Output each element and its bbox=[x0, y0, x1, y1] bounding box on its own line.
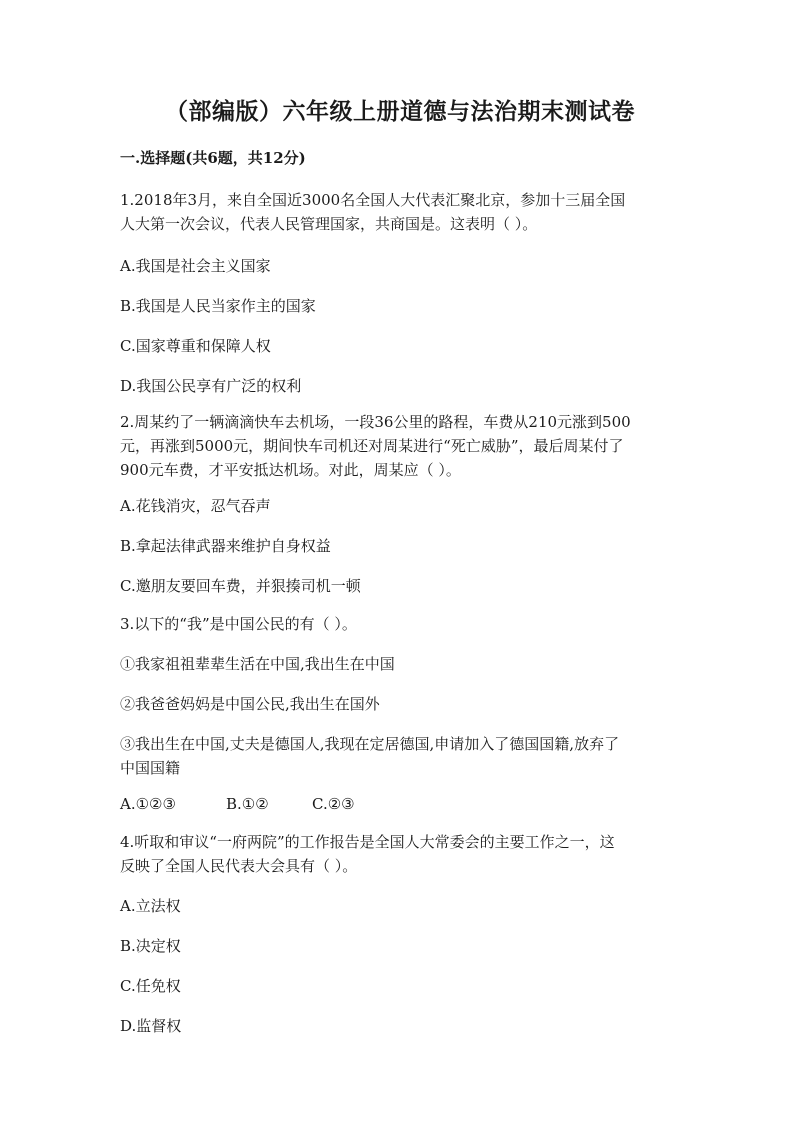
question-1-option-b: B.我国是人民当家作主的国家 bbox=[120, 297, 316, 315]
question-3-statement-2: ②我爸爸妈妈是中国公民,我出生在国外 bbox=[120, 695, 380, 713]
question-1-option-c: C.国家尊重和保障人权 bbox=[120, 337, 271, 355]
question-3-options-row bbox=[120, 792, 355, 816]
question-2-stem-line-1: 2.周某约了一辆滴滴快车去机场，一段36公里的路程，车费从210元涨到500 bbox=[120, 413, 631, 431]
question-4-stem-line-2: 反映了全国人民代表大会具有（ ）。 bbox=[120, 857, 358, 875]
question-4-option-c: C.任免权 bbox=[120, 977, 181, 995]
question-1-option-d: D.我国公民享有广泛的权利 bbox=[120, 377, 302, 395]
question-1-stem-line-2: 人大第一次会议，代表人民管理国家，共商国是。这表明（ ）。 bbox=[120, 215, 538, 233]
question-1-option-a: A.我国是社会主义国家 bbox=[120, 257, 271, 275]
question-1-stem-line-1: 1.2018年3月，来自全国近3000名全国人大代表汇聚北京，参加十三届全国 bbox=[120, 191, 626, 209]
page-title: （部编版）六年级上册道德与法治期末测试卷 bbox=[165, 98, 635, 125]
question-4-option-a: A.立法权 bbox=[120, 897, 181, 915]
question-3-statement-3-line-2: 中国国籍 bbox=[120, 759, 181, 777]
question-2-option-a: A.花钱消灾，忍气吞声 bbox=[120, 497, 271, 515]
question-4-option-b: B.决定权 bbox=[120, 937, 181, 955]
question-3-statement-1: ①我家祖祖辈辈生活在中国,我出生在中国 bbox=[120, 655, 395, 673]
question-3-option-c: C.②③ bbox=[312, 795, 355, 813]
question-4-stem-line-1: 4.听取和审议“一府两院”的工作报告是全国人大常委会的主要工作之一，这 bbox=[120, 833, 615, 851]
section-heading: 一.选择题(共6题，共12分) bbox=[120, 149, 306, 167]
question-3-option-b: B.①② bbox=[226, 795, 269, 813]
question-3-option-a: A.①②③ bbox=[120, 795, 176, 813]
question-3-stem: 3.以下的“我”是中国公民的有（ ）。 bbox=[120, 615, 357, 633]
question-3-statement-3-line-1: ③我出生在中国,丈夫是德国人,我现在定居德国,申请加入了德国国籍,放弃了 bbox=[120, 735, 620, 753]
question-2-option-c: C.邀朋友要回车费，并狠揍司机一顿 bbox=[120, 577, 361, 595]
question-4-option-d: D.监督权 bbox=[120, 1017, 182, 1035]
question-2-stem-line-2: 元，再涨到5000元，期间快车司机还对周某进行“死亡威胁”，最后周某付了 bbox=[120, 437, 624, 455]
question-2-option-b: B.拿起法律武器来维护自身权益 bbox=[120, 537, 331, 555]
question-2-stem-line-3: 900元车费，才平安抵达机场。对此，周某应（ ）。 bbox=[120, 461, 461, 479]
